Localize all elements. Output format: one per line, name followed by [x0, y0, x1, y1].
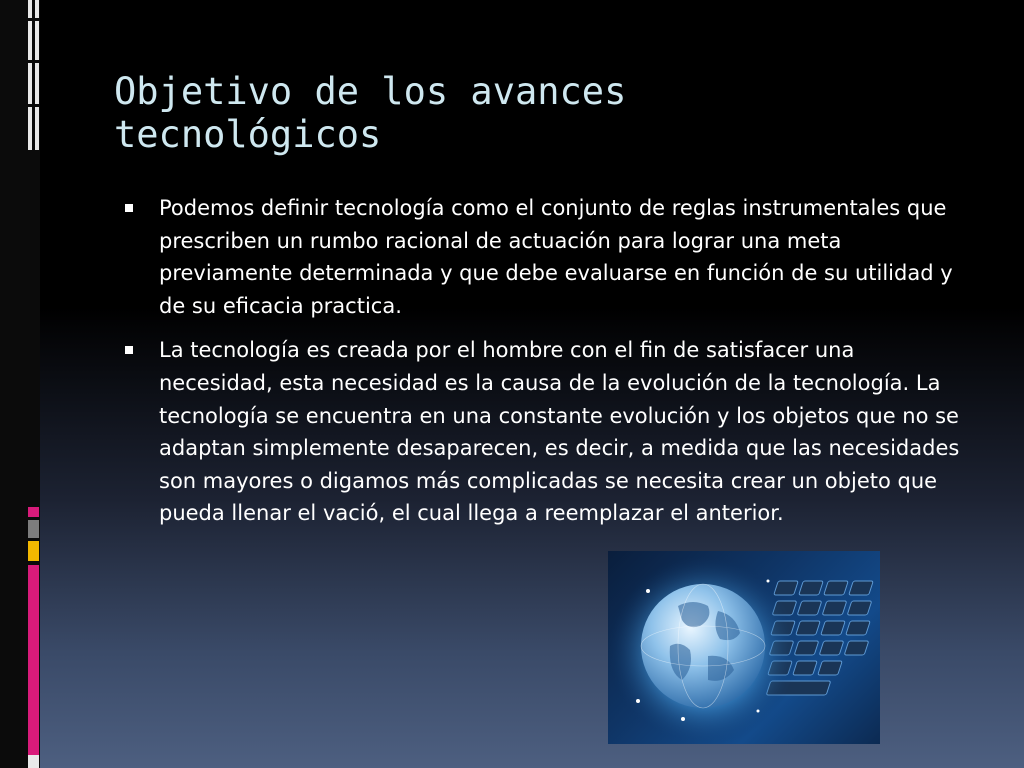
sidebar-grid-pattern [28, 0, 39, 150]
sidebar-yellow-accent [28, 541, 39, 561]
bullet-item [120, 334, 970, 530]
slide-title-line-2: tecnológicos [114, 113, 382, 156]
bullet-list [120, 192, 970, 542]
sidebar-gray-accent [28, 520, 39, 538]
globe-over-keyboard-icon [608, 551, 880, 744]
tech-illustration [608, 551, 880, 744]
bullet-item [120, 192, 970, 322]
sidebar-pink-bar [28, 565, 39, 755]
slide-title [114, 70, 974, 156]
square-bullet-icon [125, 346, 133, 354]
bullet-text: La tecnología es creada por el hombre con el fin de satisfacer una necesidad, esta necesidad es la causa de la evolución de la tecnología. La tecnología se encuentra en una constante evolución y los objetos que no se adaptan simplemente desaparecen, es decir, a medida que las necesidades son mayores o digamos más complicadas se necesita crear un objeto que pueda llenar el vació, el cual llega a reemplazar el anterior. [159, 338, 960, 526]
bullet-text: Podemos definir tecnología como el conjunto de reglas instrumentales que prescriben un rumbo racional de actuación para lograr una meta previamente determinada y que debe evaluarse en función de su utilidad y de su eficacia practica. [159, 196, 953, 318]
sidebar-bottom-stripe [28, 755, 39, 768]
sidebar-pink-accent [28, 507, 39, 517]
slide-title-line-1: Objetivo de los avances [114, 70, 627, 113]
slide-sidebar [0, 0, 40, 768]
square-bullet-icon [125, 204, 133, 212]
